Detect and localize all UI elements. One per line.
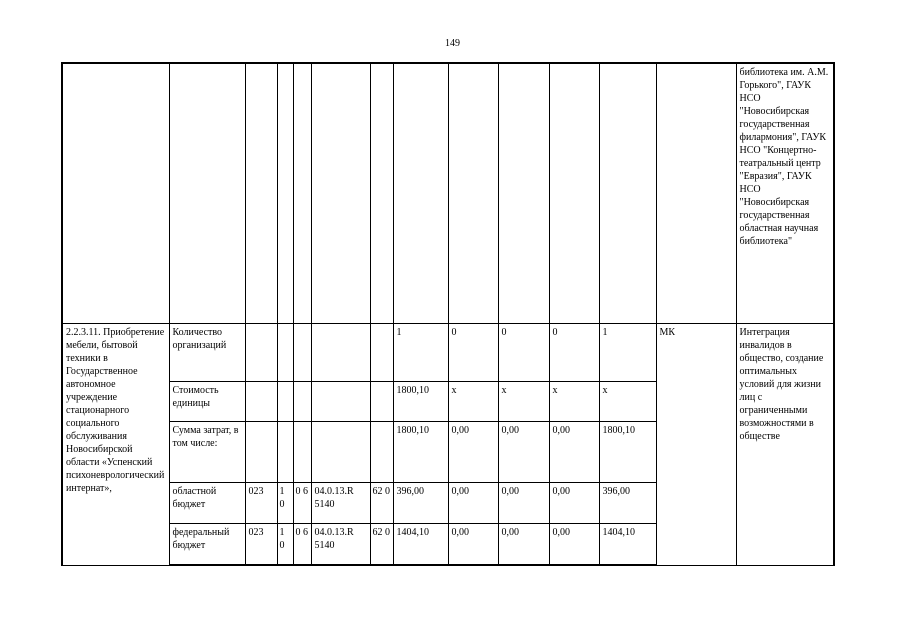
result-cell: Интеграция инвалидов в общество, создание оптимальных условий для жизни лиц с ограниченными возможностями в обществе [736,323,834,565]
year1-cell: 396,00 [393,482,448,523]
measures-table [61,62,835,566]
year3-cell: 0 [498,323,549,381]
year1-cell: 1404,10 [393,523,448,565]
cell-empty [311,63,370,323]
cell-empty [245,63,277,323]
year3-cell: 0,00 [498,421,549,482]
table-row [62,323,834,381]
indicator-cell: федеральный бюджет [169,523,245,565]
total-cell: 1404,10 [599,523,656,565]
rz-cell [277,381,293,421]
rz-cell [277,323,293,381]
grbs-cell [245,421,277,482]
pr-cell [293,323,311,381]
year1-cell: 1800,10 [393,421,448,482]
cell-empty [370,63,393,323]
total-cell: x [599,381,656,421]
vr-cell: 62 0 [370,482,393,523]
year3-cell: 0,00 [498,482,549,523]
vr-cell [370,381,393,421]
total-cell: 1 [599,323,656,381]
year4-cell: 0,00 [549,523,599,565]
year4-cell: 0,00 [549,482,599,523]
measure-name: 2.2.3.11. Приобретение мебели, бытовой техники в Государственное автономное учреждение стационарного социального обслуживания Новосибирской области «Успенский психоневрологический интернат», [62,323,169,565]
cell-empty [293,63,311,323]
cell-empty [599,63,656,323]
csr-cell: 04.0.13.R 5140 [311,482,370,523]
cell-empty [498,63,549,323]
responsible-cell: библиотека им. А.М. Горького", ГАУК НСО "Новосибирская государственная филармония", ГАУК НСО "Концертно-театральный центр "Евразия", ГАУК НСО "Новосибирская государственная областная научная библиотека" [736,63,834,323]
csr-cell: 04.0.13.R 5140 [311,523,370,565]
total-cell: 1800,10 [599,421,656,482]
rz-cell: 1 0 [277,482,293,523]
year1-cell: 1 [393,323,448,381]
year2-cell: 0,00 [448,523,498,565]
pr-cell: 0 6 [293,523,311,565]
indicator-cell: областной бюджет [169,482,245,523]
pr-cell: 0 6 [293,482,311,523]
grbs-cell [245,323,277,381]
year1-cell: 1800,10 [393,381,448,421]
cell-empty [656,63,736,323]
year4-cell: 0 [549,323,599,381]
year2-cell: 0,00 [448,421,498,482]
year2-cell: 0,00 [448,482,498,523]
cell-empty [448,63,498,323]
indicator-cell: Количество организаций [169,323,245,381]
year4-cell: x [549,381,599,421]
cell-empty [62,63,169,323]
csr-cell [311,381,370,421]
year2-cell: x [448,381,498,421]
rz-cell [277,421,293,482]
executor-cell: МК [656,323,736,565]
grbs-cell [245,381,277,421]
cell-empty [393,63,448,323]
vr-cell [370,323,393,381]
total-cell: 396,00 [599,482,656,523]
cell-empty [549,63,599,323]
indicator-cell: Стоимость единицы [169,381,245,421]
grbs-cell: 023 [245,523,277,565]
vr-cell: 62 0 [370,523,393,565]
rz-cell: 1 0 [277,523,293,565]
cell-empty [277,63,293,323]
continuation-row [62,63,834,323]
year3-cell: x [498,381,549,421]
pr-cell [293,381,311,421]
csr-cell [311,323,370,381]
grbs-cell: 023 [245,482,277,523]
year3-cell: 0,00 [498,523,549,565]
csr-cell [311,421,370,482]
year4-cell: 0,00 [549,421,599,482]
vr-cell [370,421,393,482]
indicator-cell: Сумма затрат, в том числе: [169,421,245,482]
page-number: 149 [445,38,460,49]
year2-cell: 0 [448,323,498,381]
cell-empty [169,63,245,323]
pr-cell [293,421,311,482]
